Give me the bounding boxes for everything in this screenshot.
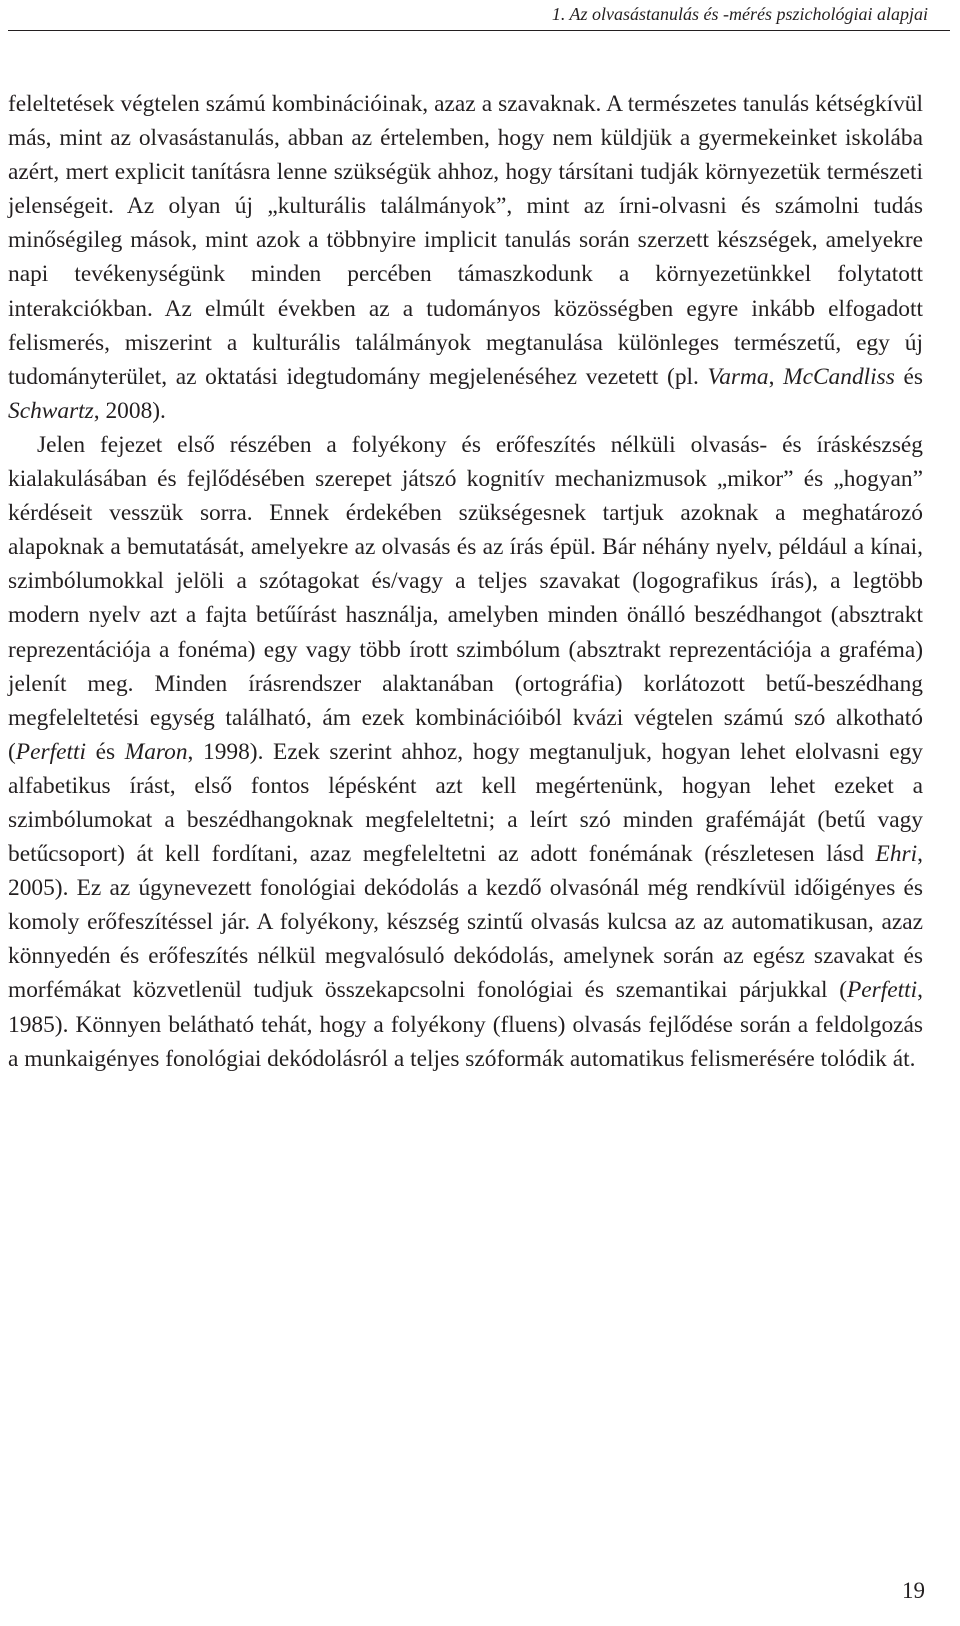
- citation-author: Perfetti: [846, 977, 918, 1004]
- page-number: 19: [902, 1578, 925, 1603]
- paragraph-1: [8, 87, 923, 428]
- citation-author: Ehri: [875, 841, 918, 868]
- text-run: ,: [768, 363, 784, 390]
- text-run: , 1985). Könnyen belátható tehát, hogy a folyékony (fluens) olvasás fejlődése során a feldolgozás a munkaigényes fonológiai dekódolásról a teljes szóformák automatikus felismerésére tolódik át.: [8, 977, 923, 1072]
- text-run: , 2008).: [93, 397, 166, 424]
- text-run: , 2005). Ez az úgynevezett fonológiai dekódolás a kezdő olvasónál még rendkívül időigényes és komoly erőfeszítéssel jár. A folyékony, készség szintű olvasás kulcsa az az automatikusan, azaz könnyedén és erőfeszítés nélkül megvalósuló dekódolás, amelynek során az egész szavakat és morfémákat közvetlenül tudjuk összekapcsolni fonológiai és szemantikai párjukkal (: [8, 841, 923, 1004]
- text-run: Jelen fejezet első részében a folyékony és erőfeszítés nélküli olvasás- és íráskészség kialakulásában és fejlődésében szerepet játszó kognitív mechanizmusok „mikor” és „hogyan” kérdéseit vesszük sorra. Ennek érdekében szükségesnek tartjuk azoknak a meghatározó alapoknak a bemutatását, amelyekre az olvasás és az írás épül. Bár néhány nyelv, például a kínai, szimbólumokkal jelöli a szótagokat és/vagy a teljes szavakat (logografikus írás), a legtöbb modern nyelv azt a fajta betűírást használja, amelyben minden önálló beszédhangot (absztrakt reprezentációja a fonéma) egy vagy több írott szimbólum (absztrakt reprezentációja a graféma) jelenít meg. Minden írásrendszer alaktanában (ortográfia) korlátozott betű-beszédhang megfeleltetési egység található, ám ezek kombinációiból kvázi végtelen számú szó alkotható (: [8, 431, 923, 765]
- running-header: 1. Az olvasástanulás és -mérés pszichológiai alapjai: [551, 4, 928, 24]
- paragraph-2: [8, 428, 923, 1076]
- text-run: feleltetések végtelen számú kombinációinak, azaz a szavaknak. A természetes tanulás kétségkívül más, mint az olvasástanulás, abban az értelemben, hogy nem küldjük a gyermekeinket iskolába azért, mert explicit tanításra lenne szükségük ahhoz, hogy társítani tudják környezetük természeti jelenségeit. Az olyan új „kulturális találmányok”, mint az írni-olvasni és számolni tudás minőségileg mások, mint azok a többnyire implicit tanulás során szerzett készségek, amelyekre napi tevékenységünk minden percében támaszkodunk a környezetünkkel folytatott interakciókban. Az elmúlt években az a tudományos közösségben egyre inkább elfogadott felismerés, miszerint a kulturális találmányok megtanulása különleges természetű, egy új tudományterület, az oktatási idegtudomány megjelenéséhez vezetett (pl.: [8, 91, 923, 390]
- text-run: , 1998). Ezek szerint ahhoz, hogy megtanuljuk, hogyan lehet elolvasni egy alfabetikus írást, első fontos lépésként azt kell megértenünk, hogyan lehet ezeket a szimbólumokat a beszédhangoknak megfeleltetni; a leírt szó minden grafémáját (betű vagy betűcsoport) át kell fordítani, azaz megfeleltetni az adott fonémának (részletesen lásd: [8, 738, 923, 868]
- body-text: [8, 87, 923, 1076]
- citation-author: Schwartz: [8, 397, 94, 424]
- text-run: és: [85, 738, 125, 765]
- citation-author: Perfetti: [15, 738, 86, 765]
- citation-author: Varma: [707, 363, 769, 390]
- header-rule: [8, 30, 950, 31]
- citation-author: McCandliss: [783, 363, 895, 390]
- text-run: és: [894, 363, 923, 390]
- citation-author: Maron: [124, 738, 188, 765]
